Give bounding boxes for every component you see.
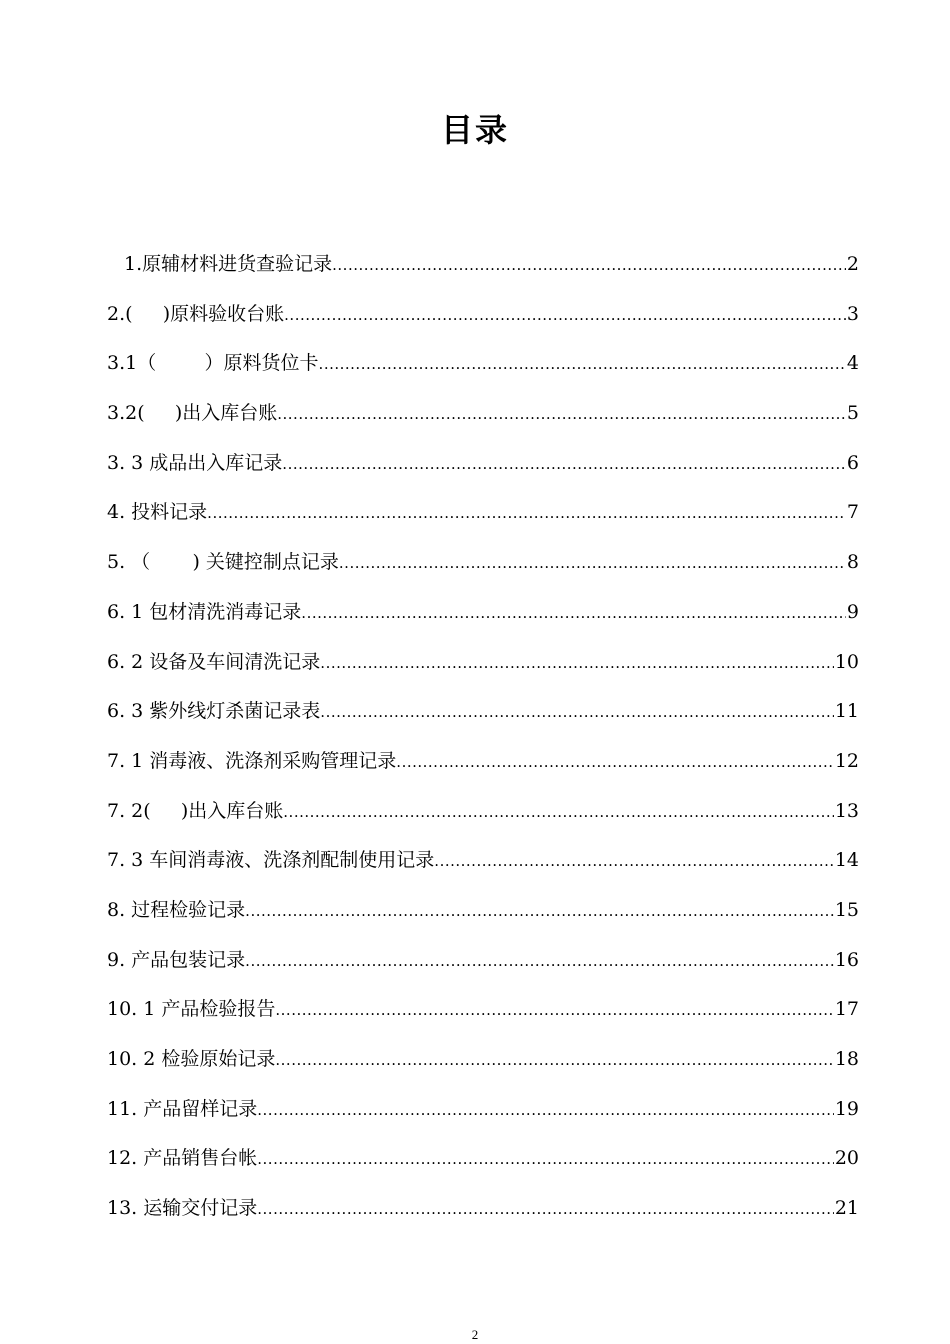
toc-entry[interactable] (107, 1184, 859, 1234)
toc-entry-label: 1.原辅材料进货查验记录 (124, 253, 333, 275)
toc-dot-leader (332, 241, 846, 291)
toc-entry-page: 14 (834, 849, 859, 872)
page-number: 2 (471, 1327, 479, 1342)
toc-entry-label: 4. 投料记录 (107, 501, 208, 524)
toc-dot-leader (283, 788, 834, 838)
toc-entry-label: 12. 产品销售台帐 (107, 1147, 258, 1170)
toc-dot-leader (284, 291, 846, 341)
toc-entry-page: 19 (834, 1097, 859, 1120)
toc-dot-leader (319, 340, 846, 390)
toc-entry[interactable] (107, 737, 859, 787)
toc-entry-page: 20 (834, 1147, 859, 1170)
toc-dot-leader (320, 639, 834, 689)
toc-entry-page: 6 (846, 451, 859, 474)
toc-entry[interactable] (107, 439, 859, 489)
toc-entry-page: 12 (834, 749, 859, 772)
toc-entry-label: 6. 2 设备及车间清洗记录 (107, 650, 321, 673)
toc-entry-label: 7. 3 车间消毒液、洗涤剂配制使用记录 (107, 849, 435, 872)
toc-entry[interactable] (107, 985, 859, 1035)
toc-entry-page: 2 (846, 253, 859, 275)
toc-entry[interactable] (107, 339, 859, 389)
toc-dot-leader (275, 986, 833, 1036)
toc-entry-page: 4 (846, 352, 859, 375)
toc-entry-page: 18 (834, 1048, 859, 1070)
toc-dot-leader (245, 937, 834, 987)
toc-entry[interactable] (107, 538, 859, 588)
toc-dot-leader (434, 837, 834, 887)
toc-entry-label: 10. 2 检验原始记录 (107, 1048, 276, 1070)
toc-entry-page: 3 (846, 302, 859, 325)
toc-entry-label: 5. （ ) 关键控制点记录 (107, 551, 339, 574)
toc-entry-page: 8 (846, 551, 859, 574)
toc-entry[interactable] (107, 240, 859, 290)
toc-entry-page: 10 (834, 650, 859, 673)
toc-entry-label: 2.( )原料验收台账 (107, 302, 285, 325)
toc-entry[interactable] (107, 936, 859, 986)
toc-entry-label: 7. 2( )出入库台账 (107, 799, 284, 822)
toc-entry-page: 16 (834, 948, 859, 971)
toc-entry-label: 9. 产品包装记录 (107, 948, 246, 971)
toc-dot-leader (257, 1185, 834, 1235)
toc-entry[interactable] (107, 687, 859, 737)
toc-entry[interactable] (107, 1134, 859, 1184)
toc-dot-leader (257, 1086, 834, 1136)
toc-entry-label: 13. 运输交付记录 (107, 1197, 258, 1220)
toc-entry-page: 11 (834, 700, 859, 723)
toc-entry[interactable] (107, 389, 859, 439)
toc-dot-leader (320, 688, 834, 738)
toc-entry-page: 7 (846, 501, 859, 524)
toc-entry-label: 6. 3 紫外线灯杀菌记录表 (107, 700, 321, 723)
toc-entry-label: 8. 过程检验记录 (107, 898, 246, 921)
toc-dot-leader (207, 489, 846, 539)
toc-entry[interactable] (107, 638, 859, 688)
toc-entry[interactable] (107, 886, 859, 936)
toc-entry-page: 15 (834, 898, 859, 921)
toc-dot-leader (396, 738, 834, 788)
toc-dot-leader (257, 1135, 834, 1185)
table-of-contents (107, 240, 859, 1234)
page-title: 目录 (440, 111, 509, 149)
toc-entry[interactable] (107, 787, 859, 837)
toc-entry[interactable] (107, 1085, 859, 1135)
toc-entry-label: 10. 1 产品检验报告 (107, 998, 276, 1021)
toc-dot-leader (301, 589, 846, 639)
toc-entry-page: 13 (834, 799, 859, 822)
toc-entry-label: 6. 1 包材清洗消毒记录 (107, 600, 302, 623)
toc-entry[interactable] (107, 1035, 859, 1085)
toc-entry[interactable] (107, 588, 859, 638)
toc-entry-page: 17 (834, 998, 859, 1021)
toc-dot-leader (275, 1036, 833, 1086)
toc-entry-label: 3.2( )出入库台账 (107, 402, 278, 425)
toc-dot-leader (277, 390, 846, 440)
toc-dot-leader (245, 887, 834, 937)
toc-entry[interactable] (107, 488, 859, 538)
toc-dot-leader (339, 539, 846, 589)
toc-entry-label: 3.1（ ）原料货位卡 (107, 352, 319, 375)
toc-entry-label: 11. 产品留样记录 (107, 1097, 258, 1120)
toc-entry[interactable] (107, 290, 859, 340)
toc-entry[interactable] (107, 836, 859, 886)
toc-entry-page: 9 (846, 600, 859, 623)
toc-entry-label: 3. 3 成品出入库记录 (107, 451, 283, 474)
toc-dot-leader (282, 440, 846, 490)
toc-entry-page: 5 (846, 402, 859, 425)
toc-entry-page: 21 (834, 1197, 859, 1220)
toc-entry-label: 7. 1 消毒液、洗涤剂采购管理记录 (107, 749, 397, 772)
